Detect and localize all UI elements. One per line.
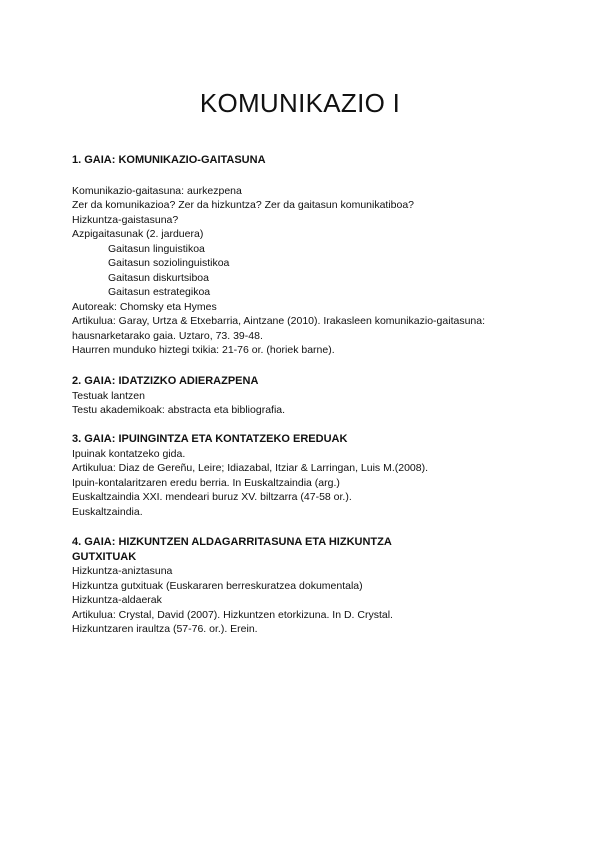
text-line: Euskaltzaindia. [72, 505, 143, 518]
section-heading: 3. GAIA: IPUINGINTZA ETA KONTATZEKO EREDUAK [72, 433, 348, 445]
text-line: Testuak lantzen [72, 389, 145, 402]
section-heading: 4. GAIA: HIZKUNTZEN ALDAGARRITASUNA ETA HIZKUNTZA [72, 536, 392, 548]
text-line: Hizkuntzaren iraultza (57-76. or.). Erein. [72, 623, 258, 635]
section-heading-continued: GUTXITUAK [72, 550, 137, 563]
text-line: Testu akademikoak: abstracta eta bibliografia. [72, 404, 286, 416]
text-line: Hizkuntza-aldaerak [72, 594, 162, 606]
document-title: KOMUNIKAZIO I [199, 88, 401, 118]
text-line: Ipuinak kontatzeko gida. [72, 447, 186, 460]
text-line-indented: Gaitasun soziolinguistikoa [108, 257, 230, 269]
text-line: Euskaltzaindia XXI. mendeari buruz XV. biltzarra (47-58 or.). [72, 491, 352, 503]
section-4 [72, 535, 542, 637]
section-3 [72, 432, 542, 519]
text-line: Hizkuntza-aniztasuna [72, 565, 173, 577]
text-line-indented: Gaitasun diskurtsiboa [108, 271, 209, 284]
text-line: Azpigaitasunak (2. jarduera) [72, 228, 204, 240]
text-line: Artikulua: Crystal, David (2007). Hizkuntzen etorkizuna. In D. Crystal. [72, 608, 393, 621]
text-line-indented: Gaitasun linguistikoa [108, 242, 205, 255]
section-heading: 2. GAIA: IDATZIZKO ADIERAZPENA [72, 375, 259, 387]
section-2 [72, 374, 542, 418]
section-1 [72, 153, 542, 358]
text-line: Haurren munduko hiztegi txikia: 21-76 or. (horiek barne). [72, 344, 335, 356]
text-line: Ipuin-kontalaritzaren eredu berria. In Euskaltzaindia (arg.) [72, 476, 340, 489]
text-line: Artikulua: Diaz de Gereñu, Leire; Idiazabal, Itziar & Larringan, Luis M.(2008). [72, 462, 429, 474]
text-line: hausnarketarako gaia. Uztaro, 73. 39-48. [72, 329, 263, 342]
text-line: Hizkuntza-gaistasuna? [72, 213, 179, 226]
text-line: Komunikazio-gaitasuna: aurkezpena [72, 184, 242, 197]
text-line: Hizkuntza gutxituak (Euskararen berreskuratzea dokumentala) [72, 579, 363, 592]
text-line-indented: Gaitasun estrategikoa [108, 286, 211, 298]
text-line: Artikulua: Garay, Urtza & Etxebarria, Aintzane (2010). Irakasleen komunikazio-gaitasuna: [72, 315, 486, 327]
section-heading: 1. GAIA: KOMUNIKAZIO-GAITASUNA [72, 154, 266, 166]
text-line: Autoreak: Chomsky eta Hymes [72, 300, 217, 313]
text-line: Zer da komunikazioa? Zer da hizkuntza? Zer da gaitasun komunikatiboa? [72, 199, 415, 211]
